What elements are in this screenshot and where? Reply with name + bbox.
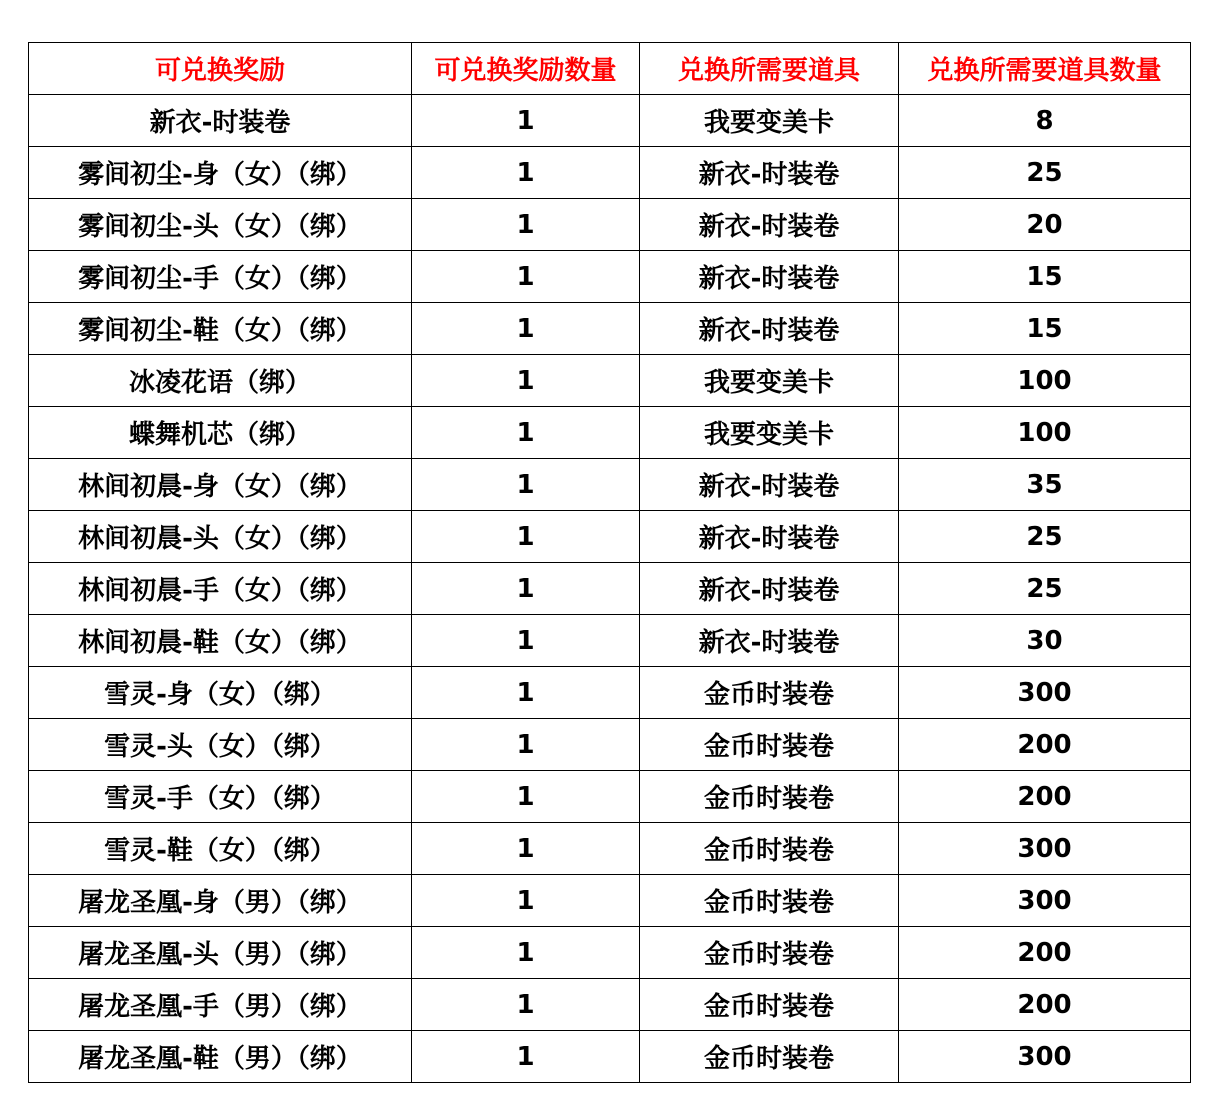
table-row [29,979,1191,1031]
cell-reward: 林间初晨-身（女）（绑） [29,459,412,511]
cell-reward-quantity: 1 [412,511,640,563]
cell-reward-quantity: 1 [412,771,640,823]
cell-reward-quantity: 1 [412,823,640,875]
cell-required-item-quantity: 300 [899,667,1191,719]
cell-required-item: 我要变美卡 [640,407,899,459]
cell-reward-quantity: 1 [412,1031,640,1083]
cell-required-item: 金币时装卷 [640,823,899,875]
cell-reward: 新衣-时装卷 [29,95,412,147]
cell-required-item: 金币时装卷 [640,771,899,823]
cell-required-item: 金币时装卷 [640,667,899,719]
cell-required-item: 我要变美卡 [640,95,899,147]
cell-reward-quantity: 1 [412,615,640,667]
table-row [29,1031,1191,1083]
cell-reward: 雪灵-身（女）（绑） [29,667,412,719]
cell-required-item-quantity: 30 [899,615,1191,667]
table-row [29,407,1191,459]
cell-required-item: 我要变美卡 [640,355,899,407]
cell-reward: 雪灵-鞋（女）（绑） [29,823,412,875]
cell-required-item-quantity: 15 [899,251,1191,303]
cell-required-item-quantity: 100 [899,407,1191,459]
cell-reward: 屠龙圣凰-手（男）（绑） [29,979,412,1031]
table-body [29,95,1191,1083]
table-row [29,823,1191,875]
cell-required-item: 新衣-时装卷 [640,303,899,355]
cell-required-item-quantity: 200 [899,979,1191,1031]
cell-reward: 屠龙圣凰-头（男）（绑） [29,927,412,979]
cell-reward-quantity: 1 [412,667,640,719]
cell-reward: 雾间初尘-鞋（女）（绑） [29,303,412,355]
table-row [29,927,1191,979]
cell-reward-quantity: 1 [412,95,640,147]
header-row [29,43,1191,95]
table-row [29,355,1191,407]
cell-required-item-quantity: 300 [899,823,1191,875]
cell-required-item: 新衣-时装卷 [640,251,899,303]
cell-required-item-quantity: 25 [899,147,1191,199]
cell-required-item: 新衣-时装卷 [640,615,899,667]
table-row [29,771,1191,823]
cell-reward: 蝶舞机芯（绑） [29,407,412,459]
cell-reward: 林间初晨-手（女）（绑） [29,563,412,615]
cell-required-item-quantity: 8 [899,95,1191,147]
cell-reward: 雪灵-手（女）（绑） [29,771,412,823]
cell-required-item-quantity: 25 [899,563,1191,615]
cell-reward: 雾间初尘-头（女）（绑） [29,199,412,251]
cell-required-item-quantity: 35 [899,459,1191,511]
cell-required-item: 新衣-时装卷 [640,199,899,251]
cell-reward: 雾间初尘-手（女）（绑） [29,251,412,303]
cell-reward-quantity: 1 [412,355,640,407]
cell-required-item-quantity: 20 [899,199,1191,251]
cell-reward: 雪灵-头（女）（绑） [29,719,412,771]
cell-reward-quantity: 1 [412,303,640,355]
cell-reward: 雾间初尘-身（女）（绑） [29,147,412,199]
table-row [29,303,1191,355]
cell-reward: 屠龙圣凰-身（男）（绑） [29,875,412,927]
table-row [29,147,1191,199]
cell-required-item-quantity: 25 [899,511,1191,563]
cell-required-item: 金币时装卷 [640,719,899,771]
cell-required-item: 新衣-时装卷 [640,563,899,615]
cell-required-item-quantity: 300 [899,875,1191,927]
cell-required-item: 新衣-时装卷 [640,459,899,511]
table-header [29,43,1191,95]
table-row [29,95,1191,147]
header-required-item: 兑换所需要道具 [640,43,899,95]
cell-reward-quantity: 1 [412,979,640,1031]
cell-required-item-quantity: 15 [899,303,1191,355]
cell-reward-quantity: 1 [412,251,640,303]
cell-required-item-quantity: 300 [899,1031,1191,1083]
table-row [29,563,1191,615]
table-row [29,615,1191,667]
header-reward: 可兑换奖励 [29,43,412,95]
cell-required-item: 新衣-时装卷 [640,147,899,199]
header-reward-quantity: 可兑换奖励数量 [412,43,640,95]
header-required-item-quantity: 兑换所需要道具数量 [899,43,1191,95]
cell-required-item-quantity: 100 [899,355,1191,407]
cell-required-item: 金币时装卷 [640,979,899,1031]
cell-reward-quantity: 1 [412,875,640,927]
table-row [29,459,1191,511]
table-row [29,667,1191,719]
table-row [29,251,1191,303]
cell-required-item-quantity: 200 [899,771,1191,823]
cell-reward-quantity: 1 [412,719,640,771]
table-row [29,719,1191,771]
cell-required-item-quantity: 200 [899,719,1191,771]
cell-required-item: 金币时装卷 [640,1031,899,1083]
exchange-table [28,42,1191,1083]
cell-reward-quantity: 1 [412,147,640,199]
cell-reward: 林间初晨-头（女）（绑） [29,511,412,563]
cell-required-item: 金币时装卷 [640,875,899,927]
cell-reward: 屠龙圣凰-鞋（男）（绑） [29,1031,412,1083]
cell-required-item: 新衣-时装卷 [640,511,899,563]
cell-required-item-quantity: 200 [899,927,1191,979]
table-row [29,511,1191,563]
cell-reward-quantity: 1 [412,407,640,459]
cell-reward-quantity: 1 [412,459,640,511]
cell-reward-quantity: 1 [412,927,640,979]
cell-reward: 林间初晨-鞋（女）（绑） [29,615,412,667]
table-row [29,875,1191,927]
cell-reward: 冰凌花语（绑） [29,355,412,407]
cell-required-item: 金币时装卷 [640,927,899,979]
table-row [29,199,1191,251]
cell-reward-quantity: 1 [412,563,640,615]
cell-reward-quantity: 1 [412,199,640,251]
